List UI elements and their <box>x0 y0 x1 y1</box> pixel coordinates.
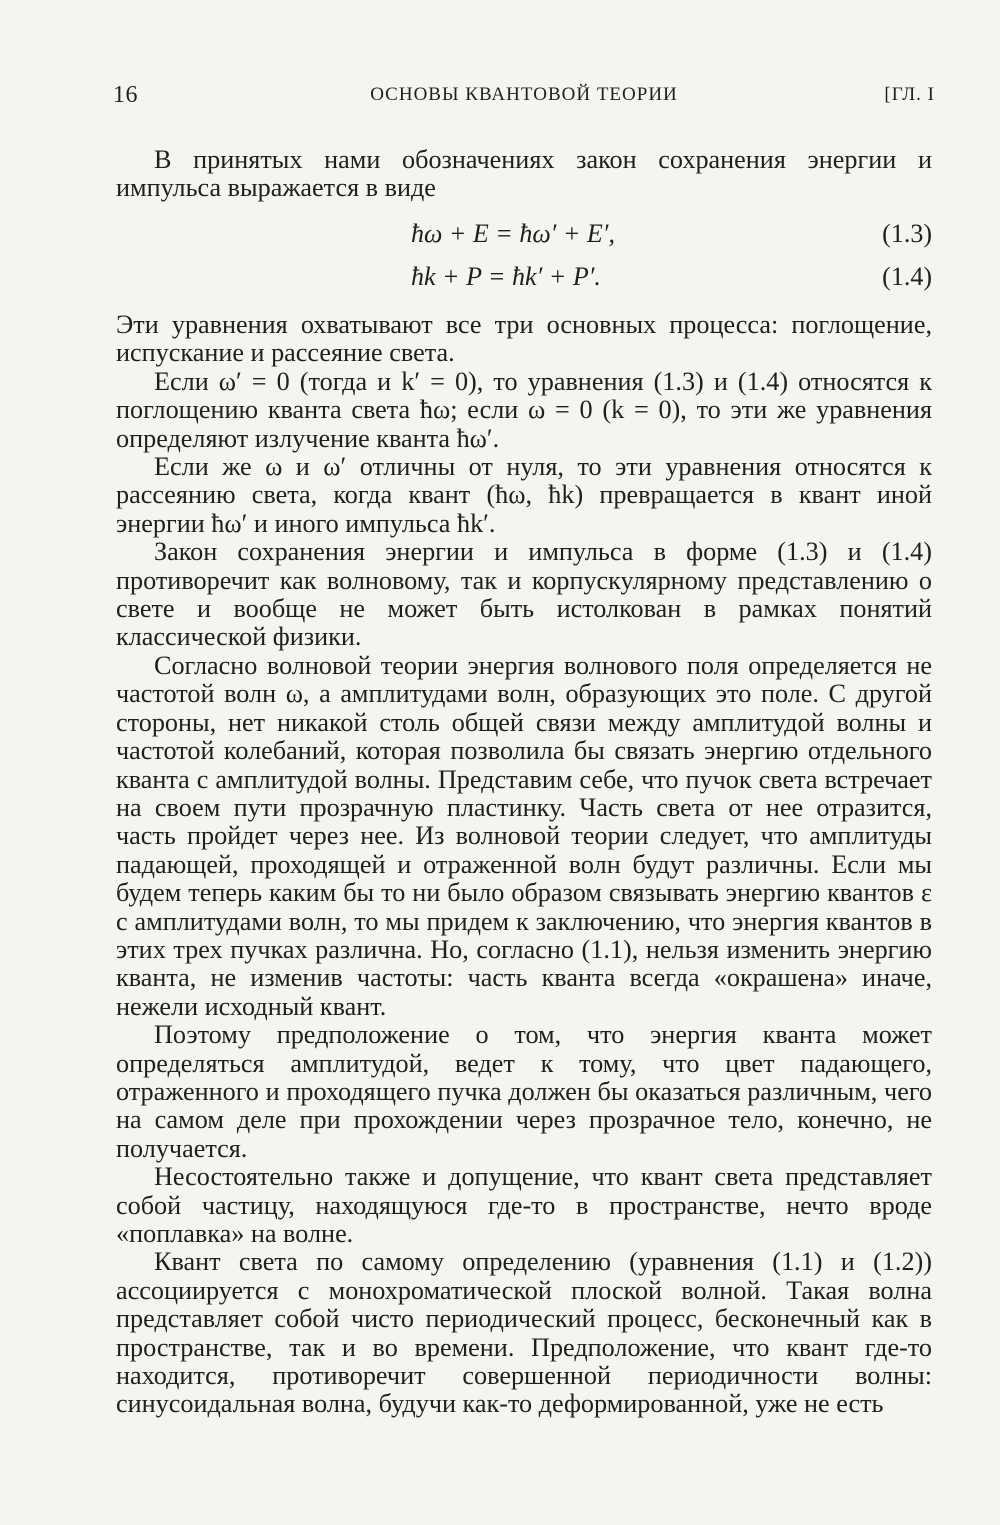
paragraph: Поэтому предположение о том, что энергия кванта может определяться амплитудой, ведет к тому, что цвет падающего, отраженного и проходящего пучка должен бы оказаться различным, чего на самом деле при прохождении через прозрачное тело, конечно, не получается. <box>116 1020 932 1163</box>
chapter-label: [ГЛ. I <box>884 84 935 105</box>
equation-formula: ħk + P = ħk′ + P′. <box>411 262 601 291</box>
equation-number: (1.3) <box>882 219 932 248</box>
equation-1-3 <box>116 219 932 251</box>
paragraph: Согласно волновой теории энергия волнового поля определяется не частотой волн ω, а амплитудами волн, образующих это поле. С другой стороны, нет никакой столь общей связи между амплитудой волны и частотой колебаний, которая позволила бы связать энергию отдельного кванта с амплитудой волны. Представим себе, что пучок света встречает на своем пути прозрачную пластинку. Часть света от нее отразится, часть пройдет через нее. Из волновой теории следует, что амплитуды падающей, проходящей и отраженной волн будут различны. Если мы будем теперь каким бы то ни было образом связывать энергию квантов ε с амплитудами волн, то мы придем к заключению, что энергия квантов в этих трех пучках различна. Но, согласно (1.1), нельзя изменить энергию кванта, не изменив частоты: часть кванта всегда «окрашена» иначе, нежели исходный квант. <box>116 650 932 1021</box>
intro-block <box>116 146 932 203</box>
equation-formula: ħω + E = ħω′ + E′, <box>411 219 615 248</box>
page-number: 16 <box>113 82 138 108</box>
intro-paragraph: В принятых нами обозначениях закон сохранения энергии и импульса выражается в виде <box>116 145 932 203</box>
running-header <box>113 82 935 116</box>
paragraph: Закон сохранения энергии и импульса в форме (1.3) и (1.4) противоречит как волновому, так и корпускулярному представлению о свете и вообще не может быть истолкован в рамках понятий классической физики. <box>116 537 932 652</box>
running-title: ОСНОВЫ КВАНТОВОЙ ТЕОРИИ <box>370 84 678 105</box>
paragraph: Квант света по самому определению (уравнения (1.1) и (1.2)) ассоциируется с монохроматической плоской волной. Такая волна представляет собой чисто периодический процесс, бесконечный как в пространстве, так и во времени. Предположение, что квант где-то находится, противоречит совершенной периодичности волны: синусоидальная волна, будучи как-то деформированной, уже не есть <box>116 1247 932 1419</box>
paragraph: Эти уравнения охватывают все три основных процесса: поглощение, испускание и рассеяние света. <box>116 310 932 368</box>
paragraph: Несостоятельно также и допущение, что квант света представляет собой частицу, находящуюся где-то в пространстве, нечто вроде «поплавка» на волне. <box>116 1162 932 1248</box>
equation-number: (1.4) <box>882 262 932 291</box>
paragraph: Если ω′ = 0 (тогда и k′ = 0), то уравнения (1.3) и (1.4) относятся к поглощению кванта света ħω; если ω = 0 (k = 0), то эти же уравнения определяют излучение кванта ħω′. <box>116 366 932 453</box>
paragraph: Если же ω и ω′ отличны от нуля, то эти уравнения относятся к рассеянию света, когда квант (ħω, ħk) превращается в квант иной энергии ħω′ и иного импульса ħk′. <box>116 452 932 538</box>
body-text <box>116 311 932 1419</box>
equation-1-4 <box>116 262 932 294</box>
